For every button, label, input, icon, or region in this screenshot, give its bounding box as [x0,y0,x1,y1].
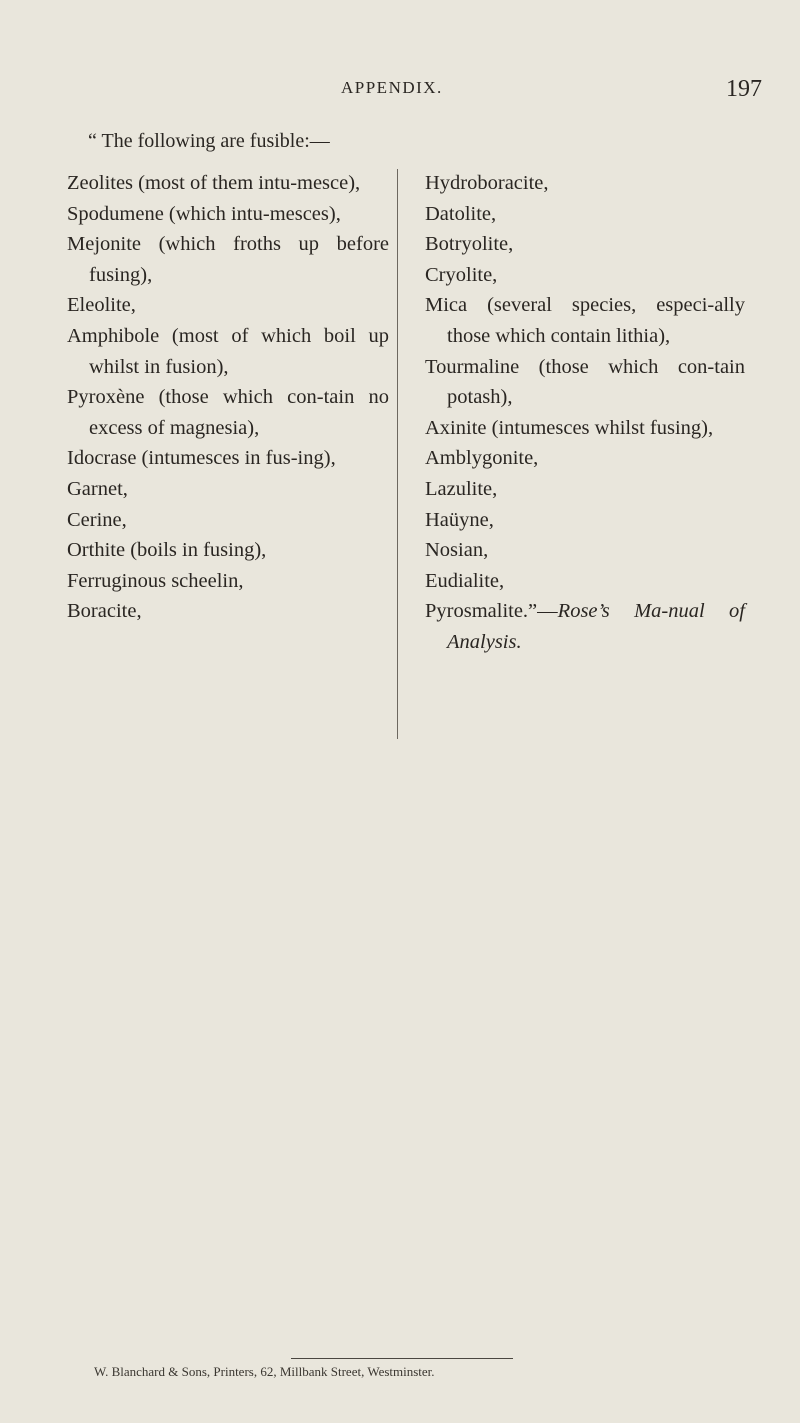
right-column [425,168,745,658]
mineral-entry: Eudialite, [425,569,505,592]
mineral-entry: Pyroxène (those which con-tain no excess of magnesia), [67,386,389,439]
mineral-entry: Botryolite, [425,233,514,256]
printer-imprint: W. Blanchard & Sons, Printers, 62, Millbank Street, Westminster. [94,1364,435,1379]
mineral-entry: Haüyne, [425,508,494,531]
column-divider [397,169,398,739]
page-header [0,76,800,106]
mineral-entry: Zeolites (most of them intu-mesce), [67,172,361,194]
mineral-entry: Orthite (boils in fusing), [67,539,267,562]
mineral-entry: Mejonite (which froths up before fusing), [67,233,389,286]
mineral-entry-final [425,596,745,657]
mineral-entry: Mica (several species, especi-ally those which contain lithia), [425,294,745,347]
mineral-entry: Idocrase (intumesces in fus-ing), [67,447,336,470]
source-citation: Rose’s Ma-nual of Analysis. [447,600,745,653]
mineral-entry: Hydroboracite, [425,172,549,194]
intro-line: “ The following are fusible:— [88,130,330,152]
mineral-entry: Axinite (intumesces whilst fusing), [425,416,714,439]
running-head: APPENDIX. [341,78,443,97]
mineral-entry: Tourmaline (those which con-tain potash), [425,355,745,409]
left-column [67,168,389,627]
mineral-entry: Amblygonite, [425,447,539,470]
mineral-entry: Datolite, [425,202,497,225]
footer-rule [291,1358,513,1359]
final-entry-text: Pyrosmalite.”— [425,600,558,623]
page-number: 197 [726,76,762,102]
mineral-entry: Lazulite, [425,477,498,500]
mineral-entry: Spodumene (which intu-mesces), [67,202,341,225]
mineral-entry: Nosian, [425,539,489,562]
mineral-entry: Garnet, [67,477,128,500]
mineral-entry: Boracite, [67,600,142,623]
mineral-entry: Ferruginous scheelin, [67,569,244,592]
mineral-entry: Amphibole (most of which boil up whilst in fusion), [67,324,389,378]
mineral-entry: Eleolite, [67,294,136,317]
mineral-entry: Cryolite, [425,263,498,286]
mineral-entry: Cerine, [67,508,127,531]
